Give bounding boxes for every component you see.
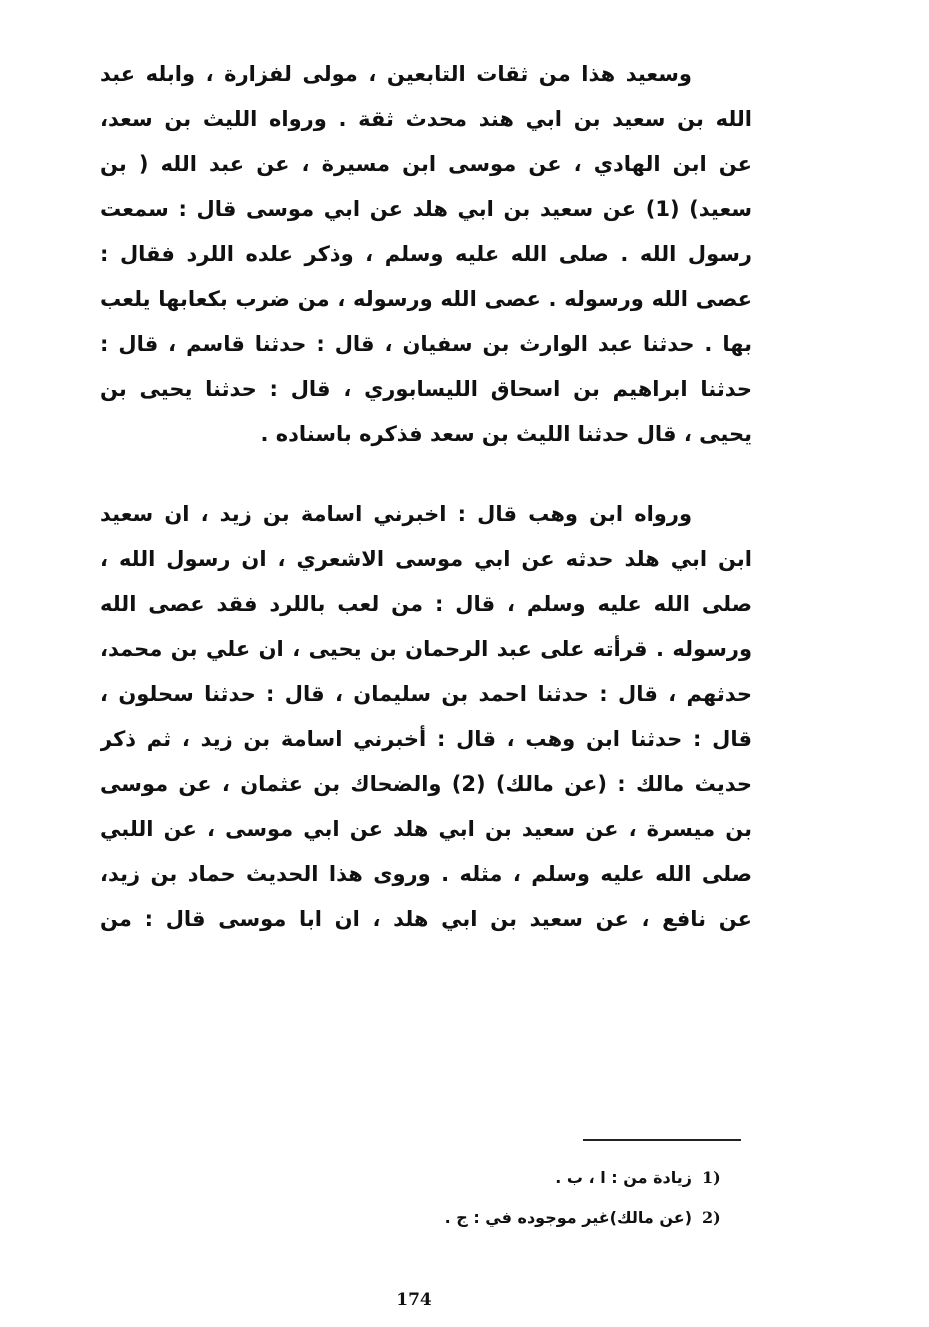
footnote-number: 1) <box>702 1168 721 1187</box>
paragraph-2 <box>100 492 752 942</box>
text-line: ورواه ابن وهب قال : اخبرني اسامة بن زيد ، ان سعيد <box>100 502 692 526</box>
text-line: بها . حدثنا عبد الوارث بن سفيان ، قال : حدثنا قاسم ، قال : <box>100 332 752 356</box>
paragraph-1 <box>100 52 752 457</box>
text-line: صلى الله عليه وسلم ، قال : من لعب باللرد فقد عصى الله <box>100 592 752 616</box>
footnote-2 <box>330 1198 728 1238</box>
text-line: حدثهم ، قال : حدثنا احمد بن سليمان ، قال : حدثنا سحلون ، <box>100 682 752 706</box>
text-line: وسعيد هذا من ثقات التابعين ، مولى لفزارة ، وابله عبد <box>100 62 692 86</box>
footnote-text: زيادة من : ا ، ب . <box>555 1168 692 1187</box>
text-line: رسول الله . صلى الله عليه وسلم ، وذكر علده اللرد فقال : <box>100 242 752 266</box>
text-line: ورسوله . قرأته على عبد الرحمان بن يحيى ، ان علي بن محمد، <box>100 637 752 661</box>
text-line: عن نافع ، عن سعيد بن ابي هلد ، ان ابا موسى قال : من <box>100 907 752 931</box>
text-line: عن ابن الهادي ، عن موسى ابن مسيرة ، عن عبد الله ( بن <box>100 152 752 176</box>
footnotes <box>330 1158 728 1238</box>
text-line: الله بن سعيد بن ابي هند محدث ثقة . ورواه الليث بن سعد، <box>100 107 752 131</box>
text-line: ابن ابي هلد حدثه عن ابي موسى الاشعري ، ان رسول الله ، <box>100 547 752 571</box>
text-line: قال : حدثنا ابن وهب ، قال : أخبرني اسامة بن زيد ، ثم ذكر <box>100 727 752 751</box>
page-number: 174 <box>396 1290 432 1310</box>
text-line: بن ميسرة ، عن سعيد بن ابي هلد عن ابي موسى ، عن اللبي <box>100 817 752 841</box>
footnote-number: 2) <box>702 1208 721 1227</box>
footnote-1 <box>330 1158 728 1198</box>
text-line: عصى الله ورسوله . عصى الله ورسوله ، من ضرب بكعابها يلعب <box>100 287 752 311</box>
text-line: حديث مالك : (عن مالك) (2) والضحاك بن عثمان ، عن موسى <box>100 772 752 796</box>
text-line: صلى الله عليه وسلم ، مثله . وروى هذا الحديث حماد بن زيد، <box>100 862 752 886</box>
text-line: سعيد) (1) عن سعيد بن ابي هلد عن ابي موسى قال : سمعت <box>100 197 752 221</box>
text-line: يحيى ، قال حدثنا الليث بن سعد فذكره باسناده . <box>260 422 752 446</box>
text-line: حدثنا ابراهيم بن اسحاق الليسابوري ، قال : حدثنا يحيى بن <box>100 377 752 401</box>
footnote-separator <box>583 1139 741 1141</box>
footnote-text: (عن مالك)غير موجوده في : ج . <box>444 1208 692 1227</box>
